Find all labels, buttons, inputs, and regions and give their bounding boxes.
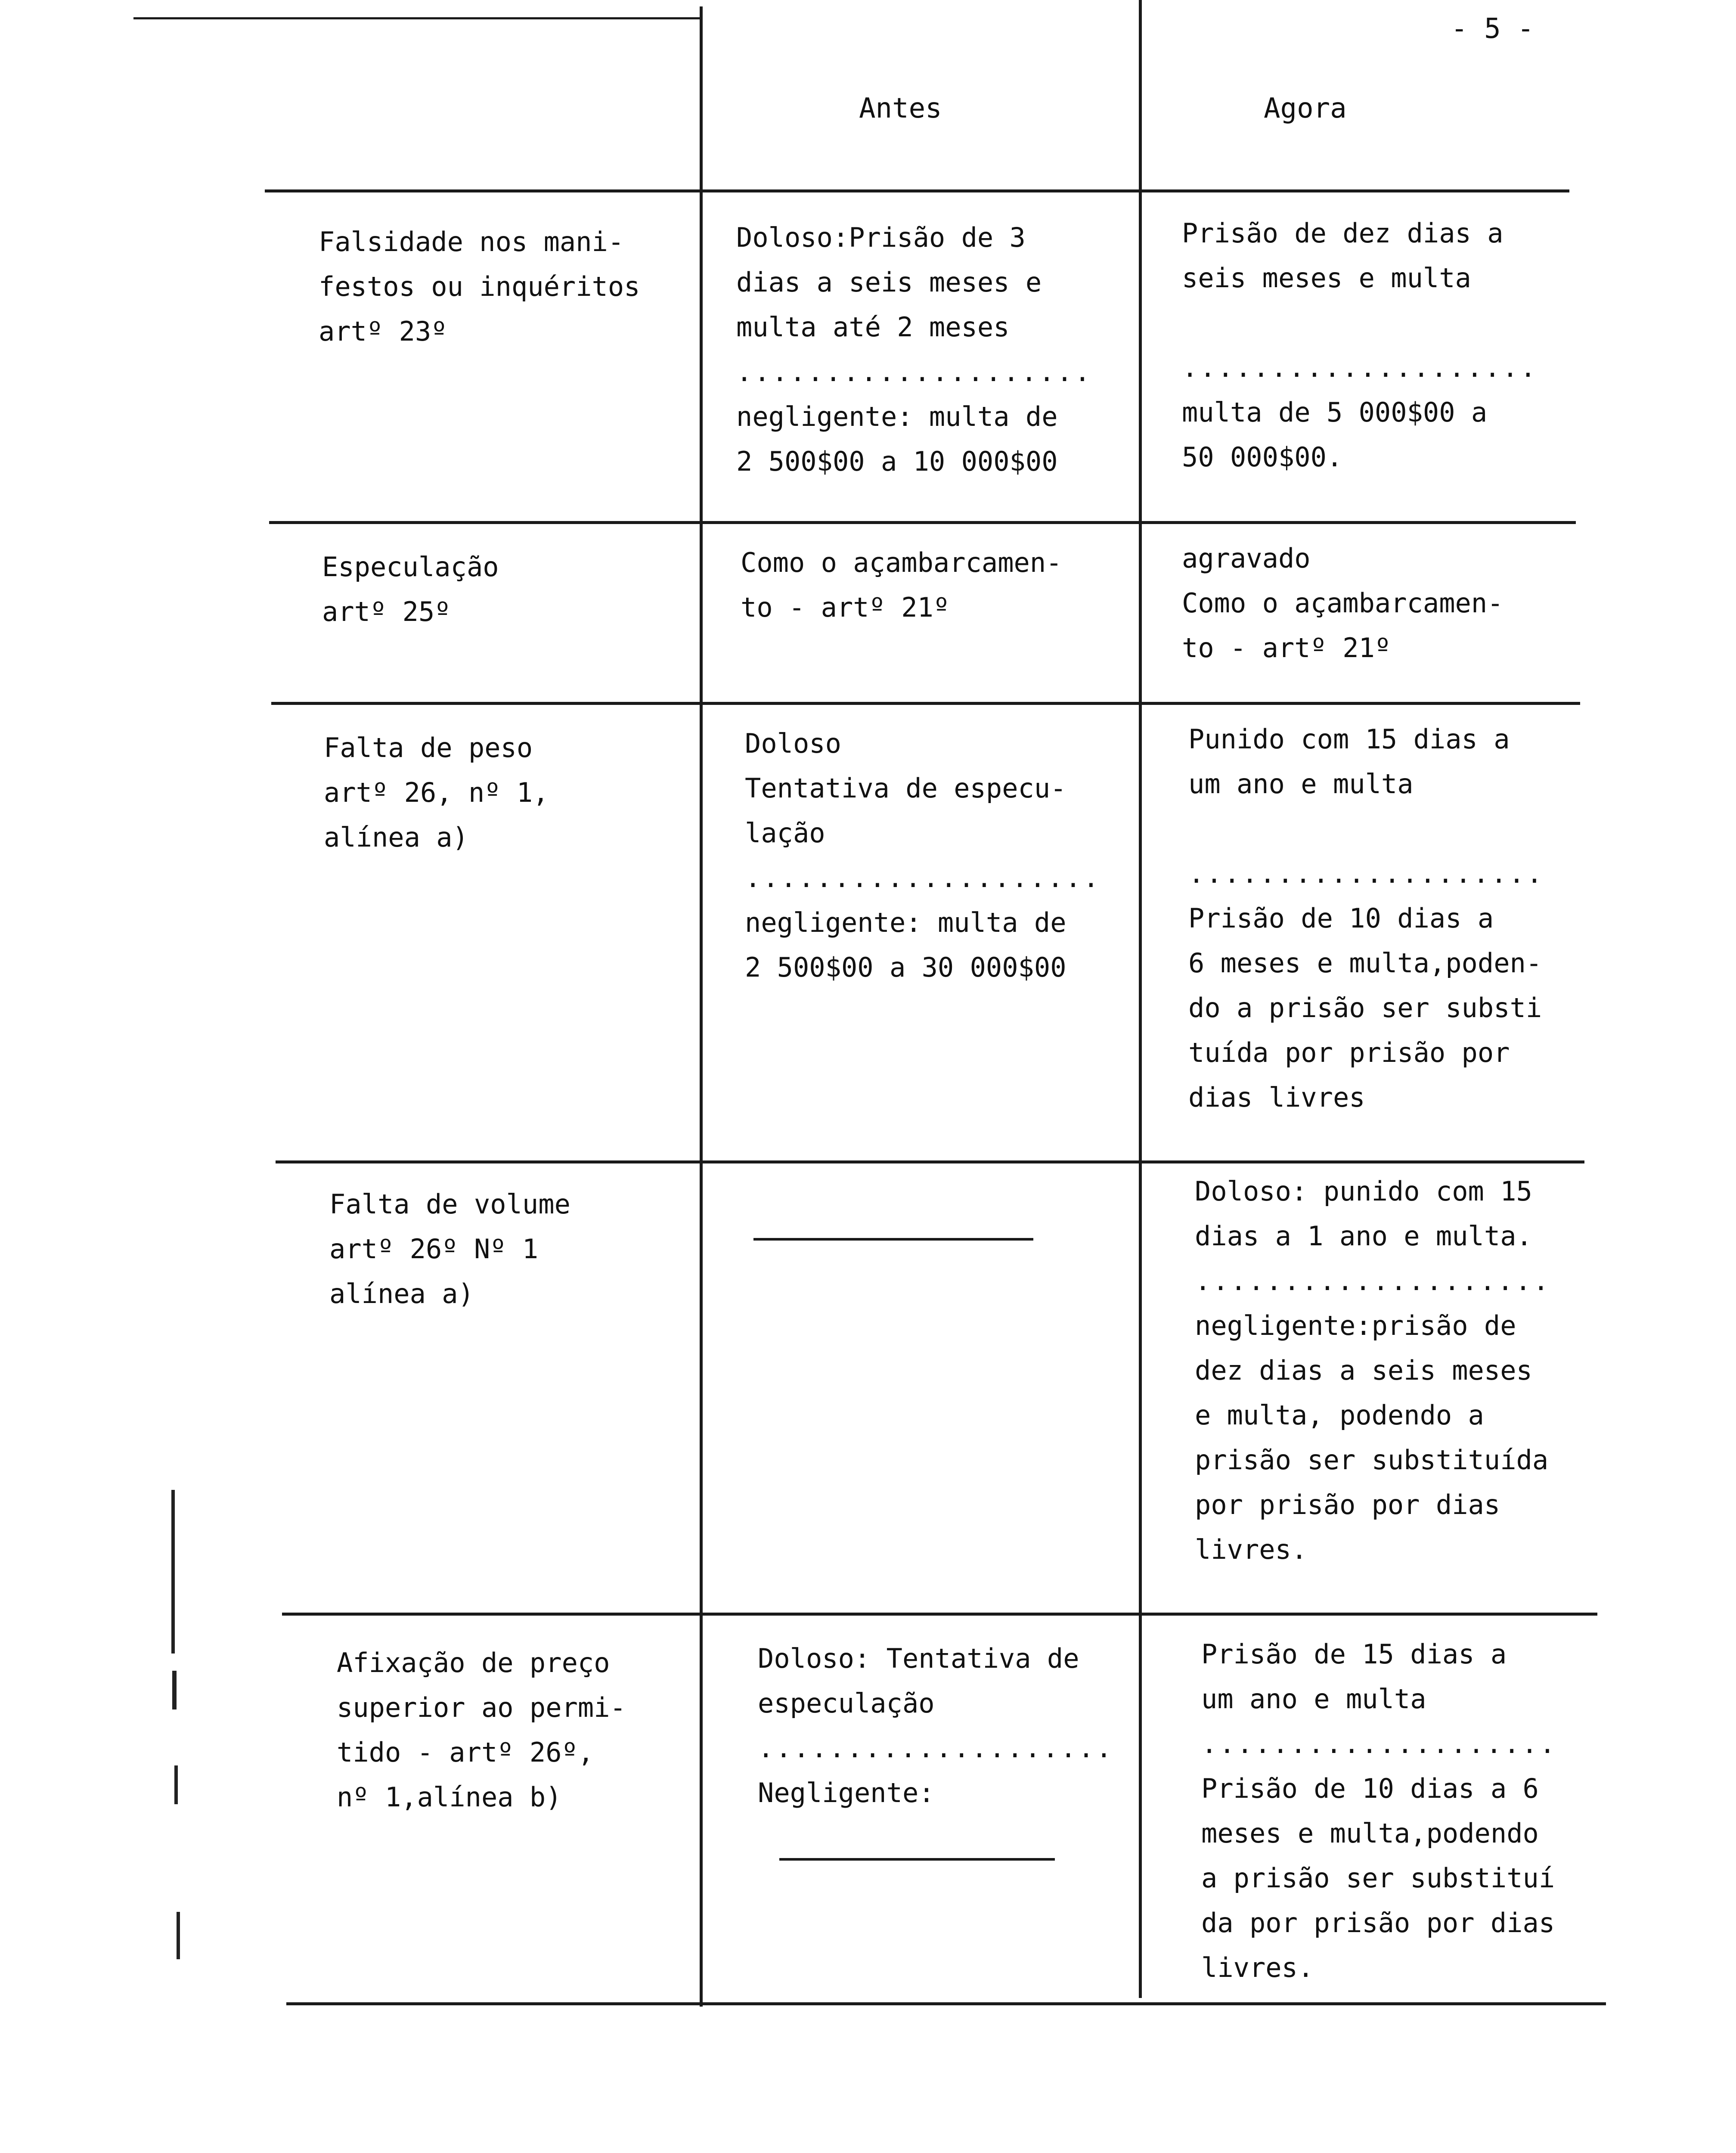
row-3-offense (324, 726, 549, 860)
row-3-after-line: um ano e multa (1188, 768, 1414, 800)
row-4-offense (329, 1182, 570, 1316)
row-1-before-dotted-separator: .................... (736, 356, 1092, 388)
row-3-after-line: tuída por prisão por (1188, 1037, 1510, 1068)
row-separator-2 (271, 702, 1580, 705)
header-separator (265, 189, 1569, 192)
row-3-after-line: 6 meses e multa,poden- (1188, 947, 1542, 979)
row-1-after-line: multa de 5 000$00 a (1182, 397, 1488, 428)
row-1-offense-line: festos ou inquéritos (319, 271, 640, 302)
page-number: - 5 - (1451, 13, 1534, 45)
row-3-before-line: 2 500$00 a 30 000$00 (745, 952, 1066, 983)
row-5-after-line: meses e multa,podendo (1201, 1818, 1539, 1849)
row-2-after (1182, 536, 1504, 670)
row-4-after-line: prisão ser substituída (1195, 1444, 1549, 1476)
row-4-after-dotted-separator: .................... (1195, 1265, 1551, 1297)
row-5-before-dotted-separator: .................... (758, 1732, 1114, 1764)
row-3-offense-line: Falta de peso (324, 732, 533, 763)
row-4-after-line: Doloso: punido com 15 (1195, 1176, 1532, 1207)
row-2-before-line: to - artº 21º (741, 592, 950, 623)
row-4-after-line: dez dias a seis meses (1195, 1355, 1532, 1386)
row-3-offense-line: alínea a) (324, 822, 468, 853)
row-1-before-line: multa até 2 meses (736, 311, 1010, 343)
row-4-after-line: dias a 1 ano e multa. (1195, 1220, 1532, 1252)
row-1-after-line: 50 000$00. (1182, 441, 1343, 473)
row-4-before-blank-rule (753, 1238, 1033, 1241)
row-separator-3 (276, 1160, 1584, 1163)
row-1-after (1182, 211, 1538, 480)
row-4-after-line: negligente:prisão de (1195, 1310, 1516, 1341)
row-3-after-dotted-separator: .................... (1188, 858, 1544, 889)
row-5-after (1201, 1632, 1557, 1990)
row-5-after-line: a prisão ser substituí (1201, 1862, 1555, 1894)
row-2-offense-line: Especulação (322, 551, 499, 583)
margin-mark (171, 1490, 175, 1654)
row-4-after-line: livres. (1195, 1534, 1308, 1565)
margin-mark (172, 1671, 177, 1709)
row-1-before (736, 215, 1092, 484)
row-2-before (741, 540, 1062, 630)
row-5-before-line: especulação (758, 1688, 935, 1719)
row-1-before-line: 2 500$00 a 10 000$00 (736, 446, 1058, 477)
row-5-after-line: da por prisão por dias (1201, 1907, 1555, 1939)
row-3-before-line: Tentativa de especu- (745, 772, 1066, 804)
row-2-after-line: Como o açambarcamen- (1182, 587, 1504, 619)
column-divider-left (700, 6, 703, 2007)
row-1-offense-line: artº 23º (319, 316, 447, 347)
row-3-after-line: Prisão de 10 dias a (1188, 903, 1494, 934)
column-header-before: Antes (859, 93, 942, 124)
row-5-offense-line: tido - artº 26º, (337, 1737, 594, 1768)
row-1-before-line: negligente: multa de (736, 401, 1058, 432)
row-3-after-line (1188, 807, 1544, 851)
top-rule (133, 17, 702, 19)
row-separator-1 (269, 521, 1576, 524)
row-1-offense (319, 220, 640, 354)
row-5-offense-line: nº 1,alínea b) (337, 1781, 562, 1813)
row-1-offense-line: Falsidade nos mani- (319, 226, 624, 257)
row-1-before-line: dias a seis meses e (736, 267, 1042, 298)
row-2-after-line: agravado (1182, 543, 1311, 574)
row-5-after-line: livres. (1201, 1952, 1314, 1983)
row-1-after-line: Prisão de dez dias a (1182, 217, 1504, 249)
row-3-after-line: Punido com 15 dias a (1188, 723, 1510, 755)
row-1-after-dotted-separator: .................... (1182, 352, 1538, 383)
row-5-before-blank-rule (779, 1858, 1055, 1861)
row-5-before (758, 1636, 1114, 1815)
row-5-after-dotted-separator: .................... (1201, 1728, 1557, 1759)
row-4-after (1195, 1169, 1551, 1572)
row-4-offense-line: alínea a) (329, 1278, 474, 1309)
row-5-offense-line: superior ao permi- (337, 1692, 626, 1723)
row-5-after-line: um ano e multa (1201, 1683, 1426, 1715)
row-3-before-line: negligente: multa de (745, 907, 1066, 938)
bottom-rule (286, 2002, 1606, 2005)
row-separator-4 (282, 1613, 1597, 1616)
row-4-after-line: por prisão por dias (1195, 1489, 1500, 1520)
row-4-after-line: e multa, podendo a (1195, 1399, 1484, 1431)
row-4-offense-line: Falta de volume (329, 1188, 570, 1220)
row-3-offense-line: artº 26, nº 1, (324, 777, 549, 808)
row-3-after (1188, 717, 1544, 1120)
row-2-before-line: Como o açambarcamen- (741, 547, 1062, 578)
row-3-before-line: Doloso (745, 728, 841, 759)
row-5-offense-line: Afixação de preço (337, 1647, 610, 1678)
row-3-before-line: lação (745, 817, 825, 849)
column-header-after: Agora (1264, 93, 1347, 124)
row-3-before-dotted-separator: .................... (745, 862, 1101, 893)
row-3-after-line: dias livres (1188, 1082, 1365, 1113)
row-3-before (745, 721, 1101, 990)
row-5-before-line: Doloso: Tentativa de (758, 1643, 1079, 1674)
row-5-after-line: Prisão de 15 dias a (1201, 1638, 1507, 1670)
margin-mark (174, 1765, 178, 1804)
row-5-before-line: Negligente: (758, 1777, 935, 1809)
row-1-after-line: seis meses e multa (1182, 262, 1471, 294)
row-1-after-line (1182, 301, 1538, 345)
row-1-before-line: Doloso:Prisão de 3 (736, 222, 1026, 253)
row-2-after-line: to - artº 21º (1182, 632, 1391, 664)
row-4-offense-line: artº 26º Nº 1 (329, 1233, 539, 1265)
row-5-after-line: Prisão de 10 dias a 6 (1201, 1773, 1539, 1804)
row-3-after-line: do a prisão ser substi (1188, 992, 1542, 1024)
row-5-offense (337, 1641, 626, 1820)
row-2-offense-line: artº 25º (322, 596, 451, 627)
row-2-offense (322, 545, 499, 634)
column-divider-right (1139, 0, 1142, 1998)
margin-mark (177, 1912, 180, 1959)
